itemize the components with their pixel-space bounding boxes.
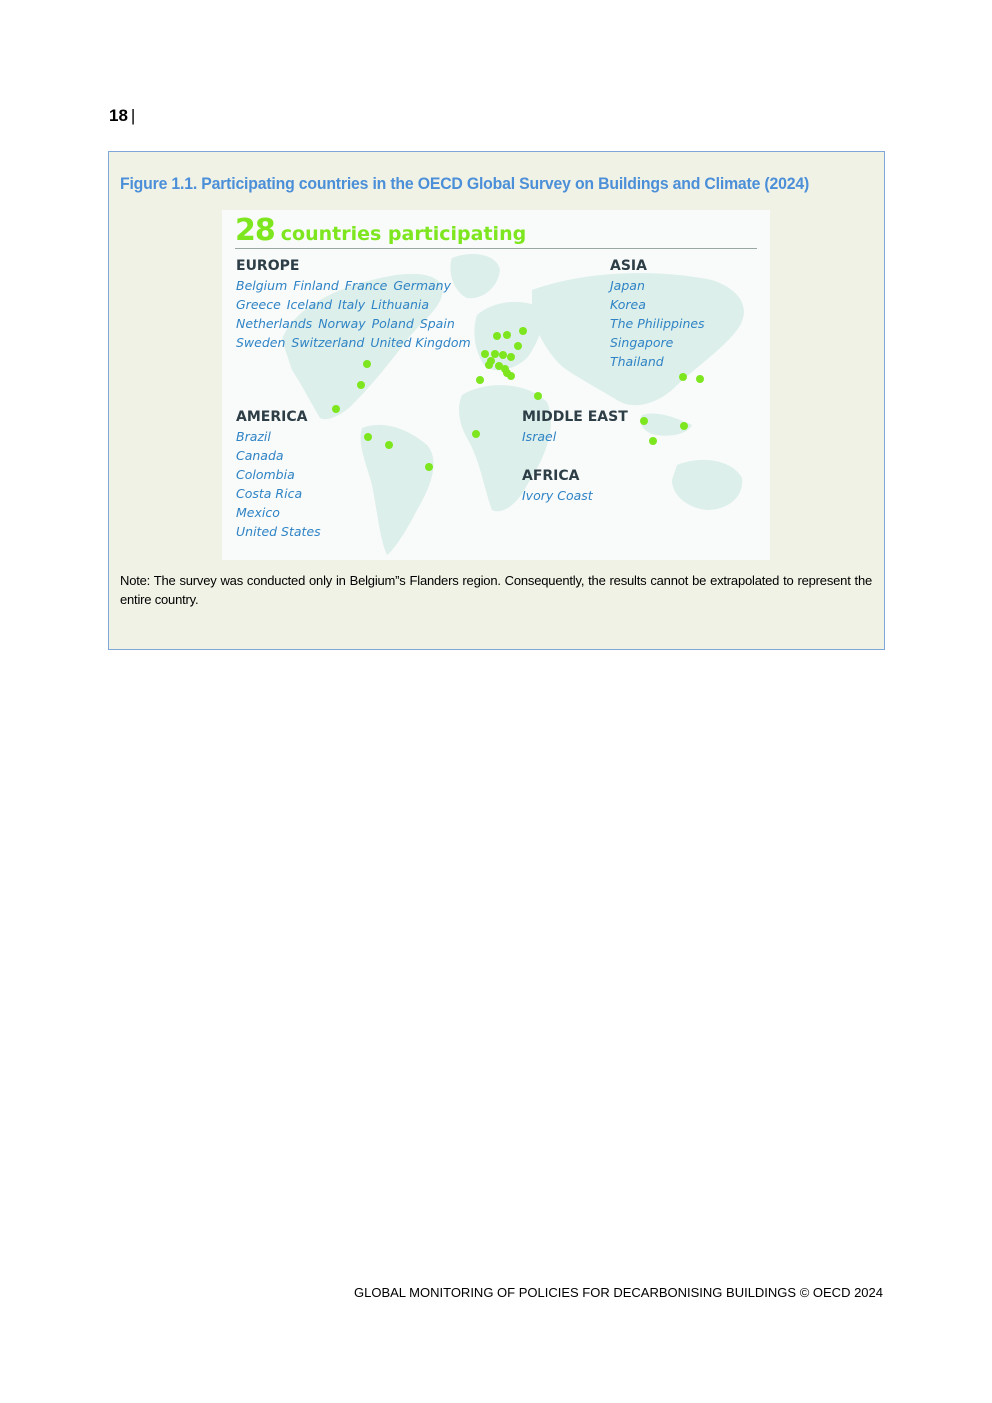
asia-row-5: [610, 352, 711, 371]
europe-row-4: [236, 333, 477, 352]
country-spain: Spain: [419, 316, 455, 331]
country-greece: Greece: [236, 297, 281, 312]
country-norway: Norway: [318, 316, 366, 331]
region-middle-east-name: MIDDLE EAST: [522, 409, 628, 425]
region-middle-east: [522, 407, 628, 446]
country-israel: Israel: [522, 429, 557, 444]
america-row-6: [236, 522, 327, 541]
participant-marker: [640, 417, 648, 425]
america-row-3: [236, 465, 327, 484]
page-number-separator: |: [130, 106, 136, 125]
participant-marker: [507, 353, 515, 361]
country-ivory-coast: Ivory Coast: [522, 488, 593, 503]
headline-number: 28: [235, 213, 275, 248]
participant-marker: [696, 375, 704, 383]
country-united-kingdom: United Kingdom: [370, 335, 471, 350]
participant-marker: [519, 327, 527, 335]
country-germany: Germany: [393, 278, 451, 293]
participant-marker: [481, 350, 489, 358]
america-row-2: [236, 446, 327, 465]
region-africa: [522, 466, 599, 505]
participant-marker: [332, 405, 340, 413]
participant-marker: [514, 342, 522, 350]
europe-row-3: [236, 314, 477, 333]
figure-note: Note: The survey was conducted only in Belgium”s Flanders region. Consequently, the results cannot be extrapolated to represent the entire country.: [120, 573, 872, 607]
region-asia-name: ASIA: [610, 258, 647, 274]
country-colombia: Colombia: [236, 467, 295, 482]
country-japan: Japan: [610, 278, 645, 293]
europe-row-1: [236, 276, 477, 295]
asia-row-1: [610, 276, 711, 295]
region-europe: [236, 256, 477, 352]
participant-marker: [363, 360, 371, 368]
country-iceland: Iceland: [286, 297, 333, 312]
participant-marker: [499, 351, 507, 359]
participation-infographic: [222, 210, 770, 560]
participant-marker: [534, 392, 542, 400]
country-finland: Finland: [293, 278, 339, 293]
country-the-philippines: The Philippines: [610, 316, 705, 331]
country-italy: Italy: [338, 297, 366, 312]
participant-marker: [476, 376, 484, 384]
participant-marker: [507, 372, 515, 380]
country-poland: Poland: [371, 316, 414, 331]
page-number: [109, 106, 135, 126]
country-sweden: Sweden: [236, 335, 286, 350]
country-belgium: Belgium: [236, 278, 288, 293]
headline-divider: [235, 248, 757, 249]
participant-marker: [385, 441, 393, 449]
participant-marker: [357, 381, 365, 389]
participant-marker: [503, 331, 511, 339]
country-costa-rica: Costa Rica: [236, 486, 303, 501]
participant-marker: [364, 433, 372, 441]
america-row-4: [236, 484, 327, 503]
page-footer: GLOBAL MONITORING OF POLICIES FOR DECARBONISING BUILDINGS © OECD 2024: [354, 1285, 883, 1300]
country-mexico: Mexico: [236, 505, 280, 520]
participant-marker: [425, 463, 433, 471]
figure-title: Figure 1.1. Participating countries in the OECD Global Survey on Buildings and Climate (2024): [120, 174, 810, 193]
country-singapore: Singapore: [610, 335, 674, 350]
participant-marker: [491, 350, 499, 358]
country-canada: Canada: [236, 448, 284, 463]
australia-shape: [672, 460, 742, 510]
figure-box: [108, 151, 885, 650]
participant-marker: [679, 373, 687, 381]
country-united-states: United States: [236, 524, 321, 539]
europe-row-2: [236, 295, 477, 314]
asia-row-2: [610, 295, 711, 314]
participant-marker: [485, 361, 493, 369]
country-brazil: Brazil: [236, 429, 271, 444]
south-america-shape: [361, 425, 434, 555]
middle-east-row-1: [522, 427, 628, 446]
participant-marker: [680, 422, 688, 430]
america-row-5: [236, 503, 327, 522]
country-thailand: Thailand: [610, 354, 664, 369]
participant-marker: [493, 332, 501, 340]
region-america-name: AMERICA: [236, 409, 308, 425]
region-america: [236, 407, 327, 541]
asia-row-4: [610, 333, 711, 352]
region-europe-name: EUROPE: [236, 258, 300, 274]
country-france: France: [344, 278, 388, 293]
country-lithuania: Lithuania: [371, 297, 430, 312]
country-switzerland: Switzerland: [291, 335, 365, 350]
headline-text: countries participating: [280, 223, 527, 245]
region-asia: [610, 256, 711, 371]
country-netherlands: Netherlands: [236, 316, 313, 331]
headline: [235, 213, 526, 248]
participant-marker: [472, 430, 480, 438]
page-number-value: 18: [109, 106, 128, 125]
region-africa-name: AFRICA: [522, 468, 580, 484]
america-row-1: [236, 427, 327, 446]
africa-row-1: [522, 486, 599, 505]
asia-row-3: [610, 314, 711, 333]
participant-marker: [649, 437, 657, 445]
country-korea: Korea: [610, 297, 646, 312]
